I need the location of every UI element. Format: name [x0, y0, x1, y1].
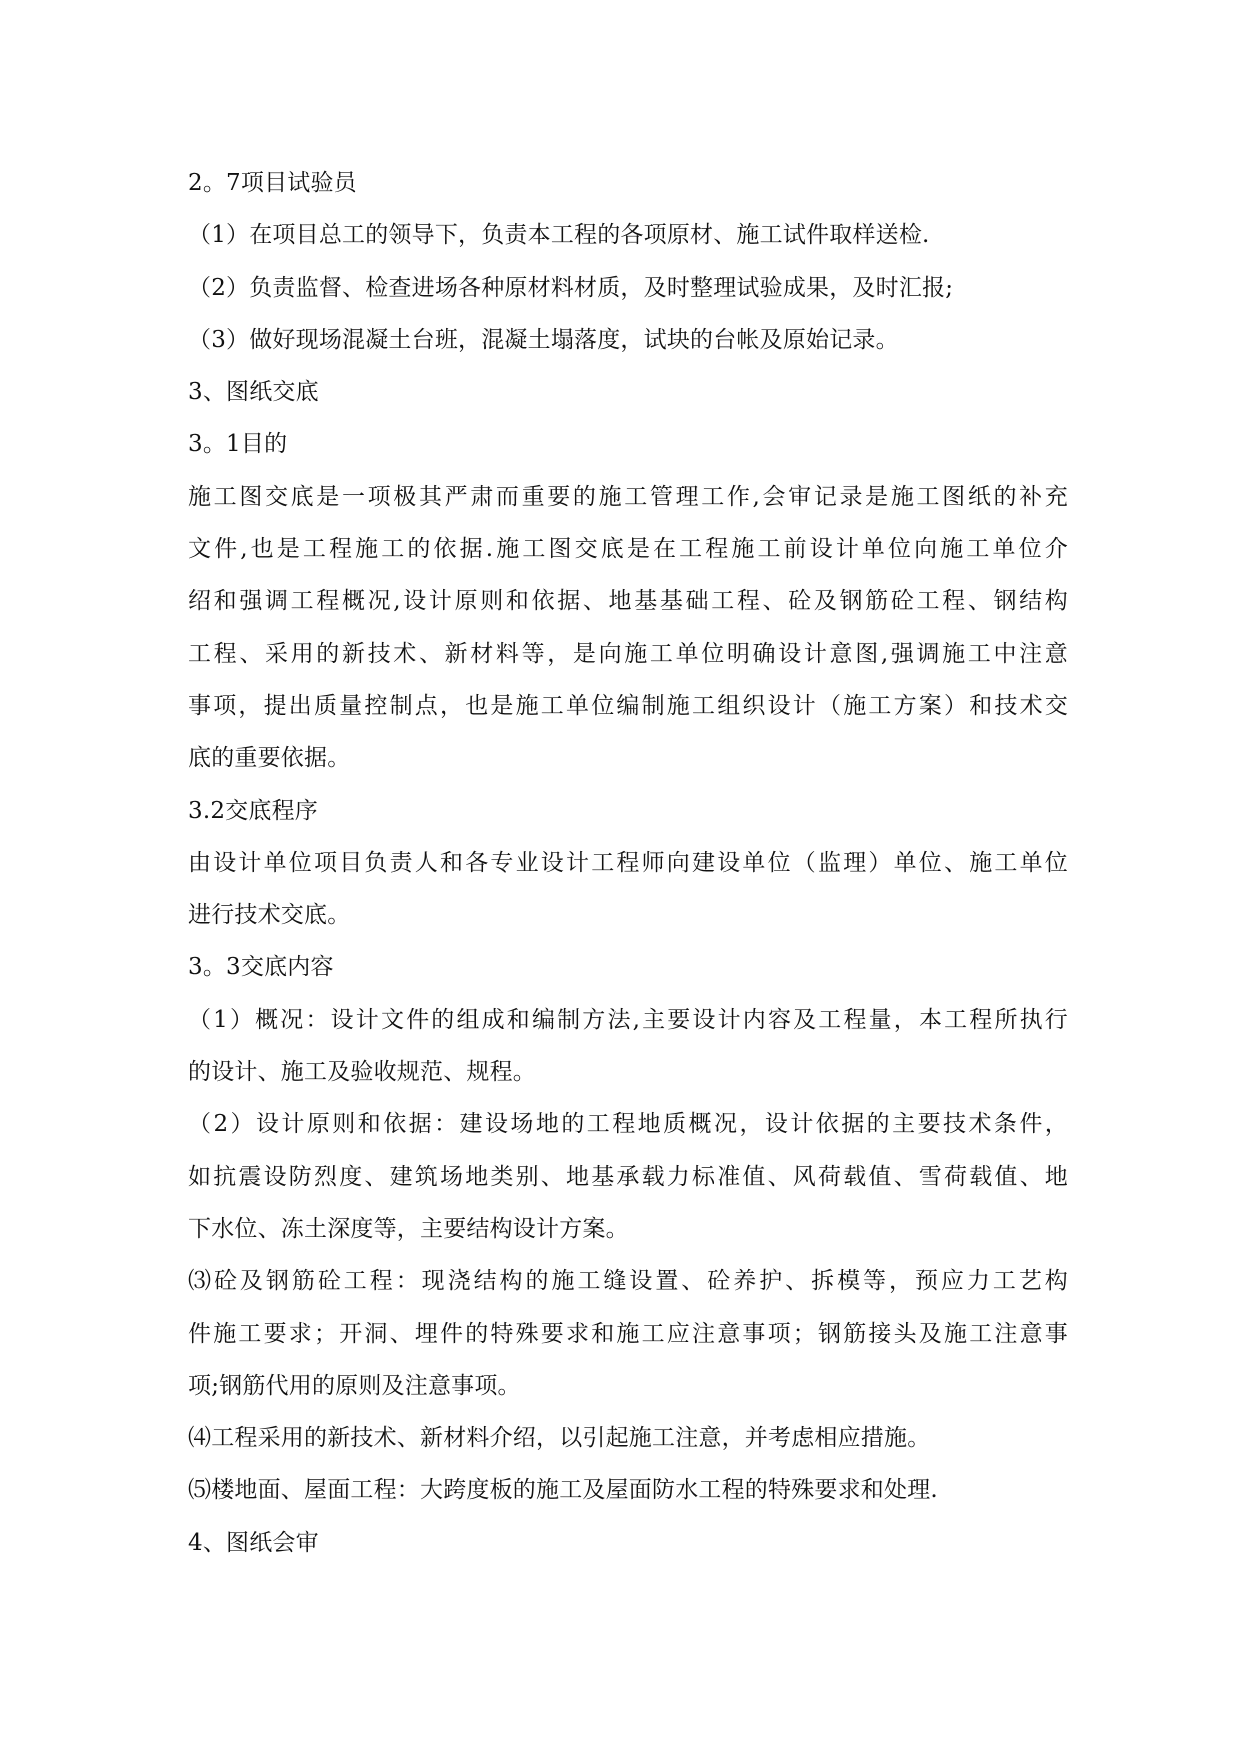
- text-line: ⑸楼地面、屋面工程：大跨度板的施工及屋面防水工程的特殊要求和处理.: [188, 1477, 938, 1504]
- text-line: 进行技术交底。: [188, 902, 351, 929]
- text-line: （3）做好现场混凝土台班，混凝土塌落度，试块的台帐及原始记录。: [188, 326, 899, 353]
- text-line: 事项，提出质量控制点，也是施工单位编制施工组织设计（施工方案）和技术交: [188, 692, 1068, 719]
- text-line: ⑶砼及钢筋砼工程：现浇结构的施工缝设置、砼养护、拆模等，预应力工艺构: [188, 1268, 1068, 1295]
- text-line: 的设计、施工及验收规范、规程。: [188, 1059, 536, 1086]
- text-line: 3、图纸交底: [188, 379, 319, 406]
- text-line: 3。3交底内容: [188, 954, 334, 981]
- text-line: 项;钢筋代用的原则及注意事项。: [188, 1372, 521, 1399]
- text-line: 工程、采用的新技术、新材料等，是向施工单位明确设计意图,强调施工中注意: [188, 640, 1068, 667]
- text-line: 4、图纸会审: [188, 1529, 319, 1556]
- text-line: （2）设计原则和依据：建设场地的工程地质概况，设计依据的主要技术条件，: [188, 1111, 1068, 1138]
- document-body: [188, 157, 1068, 1569]
- text-line: （1）在项目总工的领导下，负责本工程的各项原材、施工试件取样送检.: [188, 222, 930, 249]
- text-line: （2）负责监督、检查进场各种原材料材质，及时整理试验成果，及时汇报;: [188, 274, 954, 301]
- text-line: （1）概况：设计文件的组成和编制方法,主要设计内容及工程量，本工程所执行: [188, 1006, 1068, 1033]
- text-line: 3。1目的: [188, 431, 288, 458]
- text-line: 由设计单位项目负责人和各专业设计工程师向建设单位（监理）单位、施工单位: [188, 849, 1068, 876]
- text-line: ⑷工程采用的新技术、新材料介绍，以引起施工注意，并考虑相应措施。: [188, 1425, 931, 1452]
- text-line: 2。7项目试验员: [188, 170, 357, 196]
- text-line: 如抗震设防烈度、建筑场地类别、地基承载力标准值、风荷载值、雪荷载值、地: [188, 1163, 1068, 1190]
- text-line: 施工图交底是一项极其严肃而重要的施工管理工作,会审记录是施工图纸的补充: [188, 483, 1068, 510]
- text-line: 下水位、冻土深度等，主要结构设计方案。: [188, 1215, 629, 1242]
- text-line: 文件,也是工程施工的依据.施工图交底是在工程施工前设计单位向施工单位介: [188, 536, 1068, 563]
- text-line: 底的重要依据。: [188, 745, 351, 772]
- text-line: 绍和强调工程概况,设计原则和依据、地基基础工程、砼及钢筋砼工程、钢结构: [188, 588, 1068, 615]
- text-line: 3.2交底程序: [188, 797, 318, 824]
- text-line: 件施工要求；开洞、埋件的特殊要求和施工应注意事项；钢筋接头及施工注意事: [188, 1320, 1068, 1347]
